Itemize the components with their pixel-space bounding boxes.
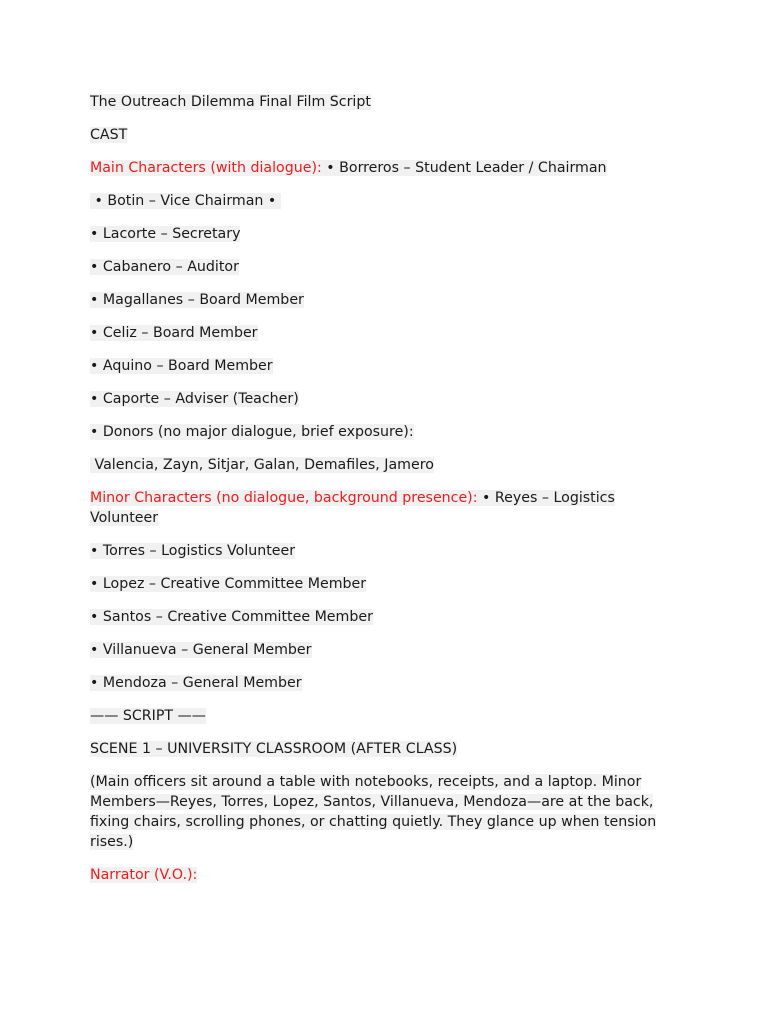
cast-heading-text: CAST [90,127,128,143]
main-characters-line [90,158,680,178]
document-title-text: The Outreach Dilemma Final Film Script [90,94,371,110]
scene-heading [90,739,680,759]
donors-list-text: Valencia, Zayn, Sitjar, Galan, Demafiles, Jamero [90,457,434,473]
document-body [90,92,680,898]
cast-item-text: • Torres – Logistics Volunteer [90,543,296,559]
main-characters-label: Main Characters (with dialogue): [90,160,322,176]
cast-item-text: • Villanueva – General Member [90,642,312,658]
cast-item-text: • Donors (no major dialogue, brief exposure): [90,424,414,440]
cast-item-text: • Aquino – Board Member [90,358,273,374]
cast-item-text: • Mendoza – General Member [90,675,302,691]
donors-list [90,455,680,475]
cast-item [90,257,680,277]
cast-item [90,607,680,627]
cast-item-text: • Santos – Creative Committee Member [90,609,373,625]
cast-item-text: • Cabanero – Auditor [90,259,239,275]
cast-item [90,422,680,442]
cast-heading [90,125,680,145]
cast-item [90,389,680,409]
narrator-line [90,865,680,885]
cast-item-text: • Celiz – Board Member [90,325,258,341]
cast-item [90,356,680,376]
cast-item [90,673,680,693]
cast-item [90,224,680,244]
cast-item [90,323,680,343]
cast-item [90,191,680,211]
cast-item-text: • Caporte – Adviser (Teacher) [90,391,299,407]
stage-direction [90,772,680,852]
cast-item-reyes: • Reyes – Logistics Volunteer [90,490,615,526]
cast-item [90,290,680,310]
cast-item [90,574,680,594]
cast-item-text: • Lopez – Creative Committee Member [90,576,367,592]
cast-item [90,640,680,660]
script-divider [90,706,680,726]
cast-item-text: • Lacorte – Secretary [90,226,241,242]
cast-item-text: • Botin – Vice Chairman • [90,193,281,209]
scene-heading-text: SCENE 1 – UNIVERSITY CLASSROOM (AFTER CLASS) [90,741,458,757]
cast-item-text: • Magallanes – Board Member [90,292,304,308]
script-divider-text: —— SCRIPT —— [90,708,206,724]
cast-item [90,541,680,561]
minor-characters-label: Minor Characters (no dialogue, background presence): [90,490,478,506]
narrator-label: Narrator (V.O.): [90,867,198,883]
document-title [90,92,680,112]
stage-direction-text: (Main officers sit around a table with notebooks, receipts, and a laptop. Minor Members—Reyes, Torres, Lopez, Santos, Villanueva, Mendoza—are at the back, fixing chairs, scrolling phones, or chatting quietly. They glance up when tension rises.) [90,774,657,850]
minor-characters-line [90,488,680,528]
cast-item-borreros: • Borreros – Student Leader / Chairman [321,160,607,176]
